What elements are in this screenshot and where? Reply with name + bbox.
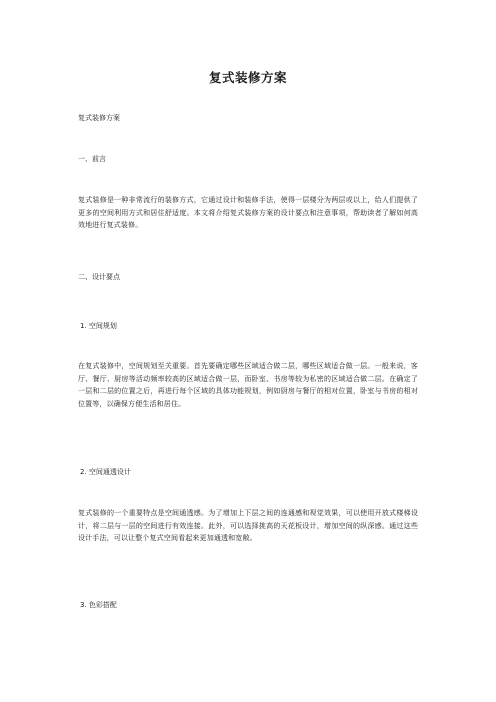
document-subtitle: 复式装修方案	[78, 114, 120, 122]
point-heading-transparency: 2. 空间通透设计	[80, 468, 131, 476]
point-heading-color: 3. 色彩搭配	[80, 601, 117, 609]
space-planning-paragraph: 在复式装修中，空间规划至关重要。首先要确定哪些区域适合做二层，哪些区域适合做一层。一般来说，客厅、餐厅、厨房等活动频率较高的区域适合做一层，而卧室、书房等较为私密的区域适合做二层。在确定了一层和二层的位置之后，再进行每个区域的具体功能规划，例如厨房与餐厅的相对位置，卧室与书房的相对位置等，以确保方便生活和居住。	[78, 362, 418, 408]
section-heading-design-points: 二、设计要点	[78, 273, 120, 281]
section-heading-preface: 一、前言	[78, 155, 106, 163]
point-heading-space-planning: 1. 空间规划	[80, 322, 117, 330]
document-title: 复式装修方案	[208, 70, 287, 85]
intro-paragraph: 复式装修是一种非常流行的装修方式，它通过设计和装修手法，使得一层楼分为两层或以上，给人们提供了更多的空间利用方式和居住舒适度。本文将介绍复式装修方案的设计要点和注意事项，帮助读者了解如何高效地进行复式装修。	[78, 196, 418, 229]
transparency-paragraph: 复式装修的一个重要特点是空间通透感。为了增加上下层之间的连通感和视觉效果，可以使用开放式楼梯设计，将二层与一层的空间进行有效连接。此外，可以选择挑高的天花板设计，增加空间的纵深感。通过这些设计手法，可以让整个复式空间看起来更加通透和宽敞。	[78, 509, 418, 542]
